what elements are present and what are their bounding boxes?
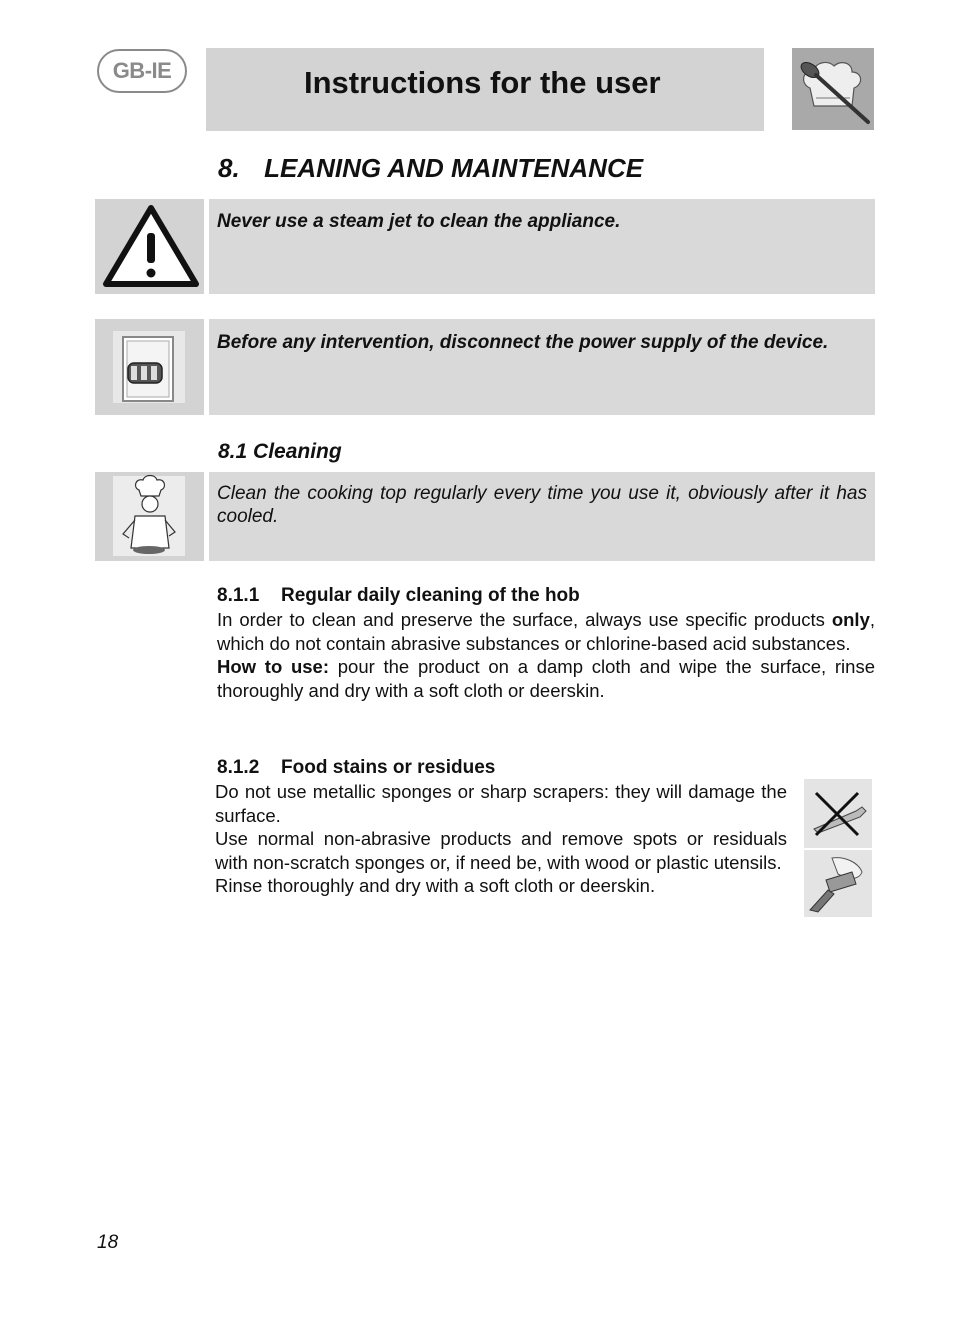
- sponge-hand-icon: [804, 850, 872, 917]
- food-stains-paragraph-2: Use normal non-abrasive products and remove spots or residuals with non-scratch sponges or, if need be, with wood or plastic utensils.: [215, 828, 787, 873]
- power-switch-icon: [95, 319, 204, 415]
- section-number: 8.: [218, 153, 240, 183]
- food-stains-body: [215, 780, 787, 898]
- warning-notice-icon-cell: [95, 199, 204, 294]
- food-stains-paragraph-1: Do not use metallic sponges or sharp scrapers: they will damage the surface.: [215, 781, 787, 826]
- chef-icon: [95, 472, 204, 561]
- daily-cleaning-paragraph-2: How to use: pour the product on a damp cloth and wipe the surface, rinse thoroughly and dry with a soft cloth or deerskin.: [217, 656, 875, 701]
- daily-cleaning-heading: [217, 585, 580, 607]
- food-stains-paragraph-3: Rinse thoroughly and dry with a soft cloth or deerskin.: [215, 875, 656, 896]
- warning-notice-text: Never use a steam jet to clean the appliance.: [217, 211, 621, 232]
- section-title: [218, 153, 643, 184]
- power-notice-text: Before any intervention, disconnect the power supply of the device.: [217, 332, 829, 353]
- section-title-text: LEANING AND MAINTENANCE: [264, 153, 644, 183]
- power-notice: [209, 319, 875, 415]
- food-stains-number: 8.1.2: [217, 757, 260, 778]
- daily-cleaning-title: Regular daily cleaning of the hob: [281, 585, 580, 606]
- page-title: Instructions for the user: [304, 65, 661, 100]
- food-stains-title: Food stains or residues: [281, 757, 496, 778]
- no-scraper-icon: [804, 779, 872, 848]
- header-title-bar: [206, 48, 764, 131]
- warning-triangle-icon: [95, 199, 204, 294]
- power-notice-icon-cell: [95, 319, 204, 415]
- cleaning-note: [209, 472, 875, 561]
- language-badge: [97, 49, 187, 93]
- daily-cleaning-number: 8.1.1: [217, 585, 260, 606]
- warning-notice: [209, 199, 875, 294]
- cleaning-title: 8.1 Cleaning: [218, 440, 342, 463]
- daily-cleaning-body: [217, 608, 875, 702]
- daily-cleaning-paragraph-1: In order to clean and preserve the surface, always use specific products only, which do not contain abrasive substances or chlorine-based acid substances.: [217, 609, 875, 654]
- page-number: 18: [97, 1232, 119, 1253]
- language-badge-label: GB-IE: [112, 58, 172, 83]
- spoon-chef-hat-icon: [792, 48, 874, 130]
- cleaning-note-text: Clean the cooking top regularly every time you use it, obviously after it has cooled.: [217, 483, 867, 527]
- food-stains-heading: [217, 757, 495, 779]
- chef-icon-cell: [95, 472, 204, 561]
